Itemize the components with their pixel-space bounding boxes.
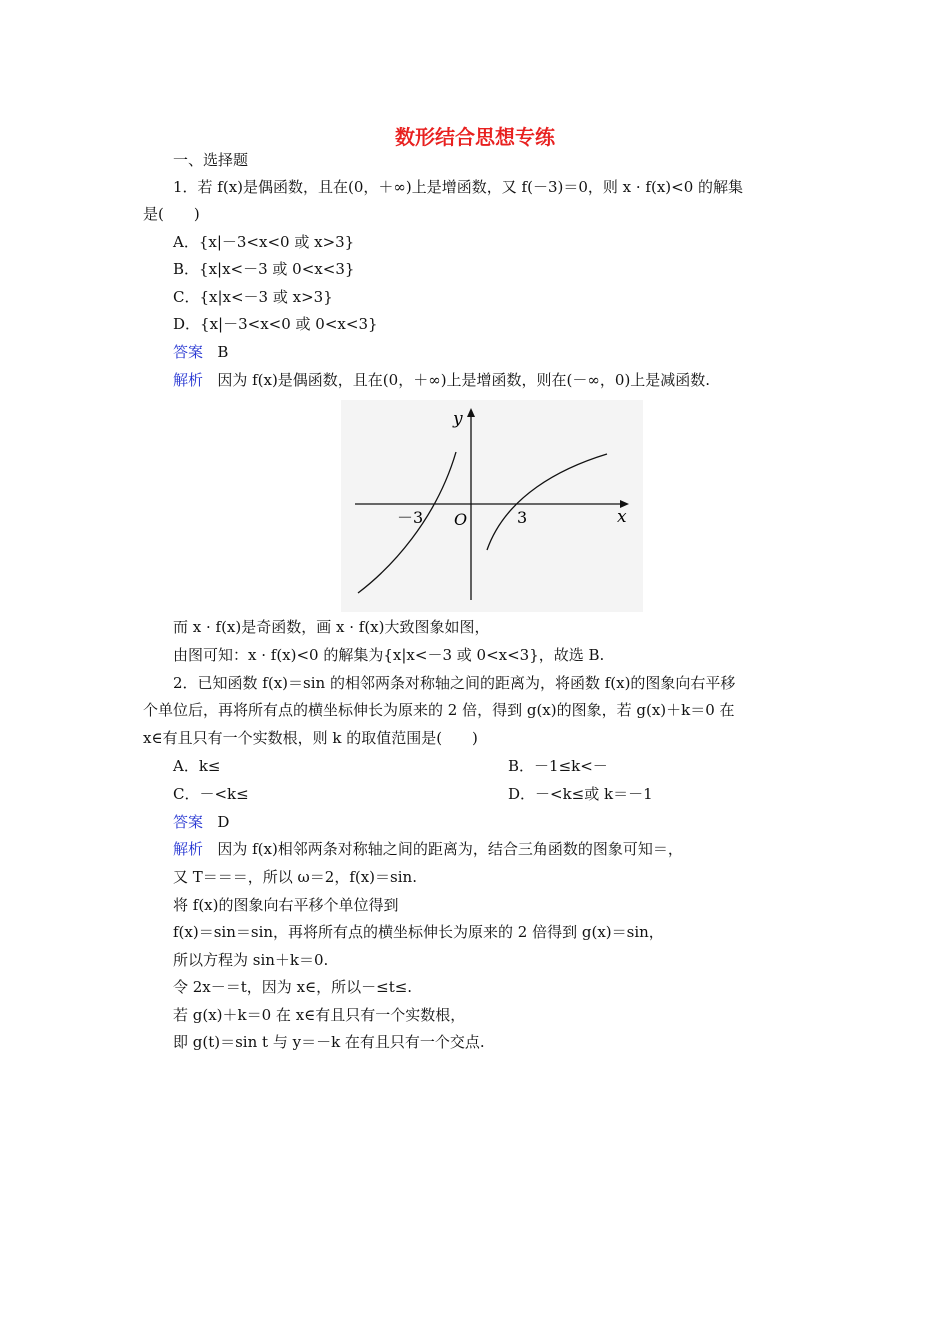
- function-graph: [341, 400, 643, 612]
- q2-answer: [173, 812, 229, 832]
- q2-stem-line1: 2．已知函数 f(x)＝sin 的相邻两条对称轴之间的距离为，将函数 f(x)的图象向右平移: [173, 674, 736, 692]
- q2-option-b: B．－1≤k<－: [508, 757, 608, 775]
- answer-value: B: [217, 343, 229, 361]
- function-graph-figure: [341, 400, 643, 612]
- q2-stem-line2: 个单位后，再将所有点的横坐标伸长为原来的 2 倍，得到 g(x)的图象，若 g(x)＋k＝0 在: [143, 701, 735, 719]
- analysis-text: 因为 f(x)相邻两条对称轴之间的距离为，结合三角函数的图象可知＝，: [217, 840, 683, 858]
- q2-option-c: C．－<k≤: [173, 785, 249, 803]
- q2-after-line-4: 所以方程为 sin＋k＝0.: [173, 951, 329, 969]
- origin-label: O: [454, 510, 468, 529]
- q1-option-b: B．{x|x<－3 或 0<x<3}: [173, 260, 355, 278]
- y-axis-label: y: [453, 409, 463, 429]
- q2-after-line-7: 即 g(t)＝sin t 与 y＝－k 在有且只有一个交点.: [173, 1033, 485, 1051]
- q1-answer: [173, 342, 228, 362]
- page-title: 数形结合思想专练: [395, 125, 555, 149]
- q1-option-c: C．{x|x<－3 或 x>3}: [173, 288, 333, 306]
- q1-stem-line1: 1．若 f(x)是偶函数，且在(0，＋∞)上是增函数，又 f(－3)＝0，则 x · f(x)<0 的解集: [173, 178, 744, 196]
- q2-after-line-3: f(x)＝sin＝sin，再将所有点的横坐标伸长为原来的 2 倍得到 g(x)＝sin，: [173, 923, 664, 941]
- q2-after-line-5: 令 2x－＝t，因为 x∈，所以－≤t≤.: [173, 978, 413, 996]
- analysis-label: 解析: [173, 840, 204, 858]
- q2-analysis: [173, 839, 683, 859]
- q2-after-line-2: 将 f(x)的图象向右平移个单位得到: [173, 896, 399, 914]
- q2-after-line-1: 又 T＝＝＝，所以 ω＝2，f(x)＝sin.: [173, 868, 417, 886]
- tick-label-3: 3: [517, 508, 528, 527]
- q1-after-line-1: 而 x · f(x)是奇函数，画 x · f(x)大致图象如图，: [173, 618, 490, 636]
- answer-label: 答案: [173, 813, 204, 831]
- q1-after-line-2: 由图可知：x · f(x)<0 的解集为{x|x<－3 或 0<x<3}，故选 B.: [173, 646, 605, 664]
- x-axis-label: x: [617, 507, 627, 527]
- q2-stem-line3: x∈有且只有一个实数根，则 k 的取值范围是( ): [143, 729, 478, 747]
- answer-value: D: [217, 813, 230, 831]
- y-axis-arrow: [467, 408, 475, 417]
- section-heading: 一、选择题: [173, 151, 249, 169]
- q1-stem-line2: 是( ): [143, 205, 200, 223]
- q1-option-a: A．{x|－3<x<0 或 x>3}: [173, 233, 355, 251]
- q2-option-d: D．－<k≤或 k＝－1: [508, 785, 653, 803]
- tick-label-neg3: －3: [397, 508, 424, 527]
- q2-option-a: A．k≤: [173, 757, 221, 775]
- q1-option-d: D．{x|－3<x<0 或 0<x<3}: [173, 315, 378, 333]
- answer-label: 答案: [173, 343, 204, 361]
- q2-after-line-6: 若 g(x)＋k＝0 在 x∈有且只有一个实数根，: [173, 1006, 466, 1024]
- analysis-text: 因为 f(x)是偶函数，且在(0，＋∞)上是增函数，则在(－∞，0)上是减函数.: [217, 371, 711, 389]
- curve-right-branch: [487, 454, 607, 550]
- analysis-label: 解析: [173, 371, 204, 389]
- q1-analysis: [173, 370, 710, 390]
